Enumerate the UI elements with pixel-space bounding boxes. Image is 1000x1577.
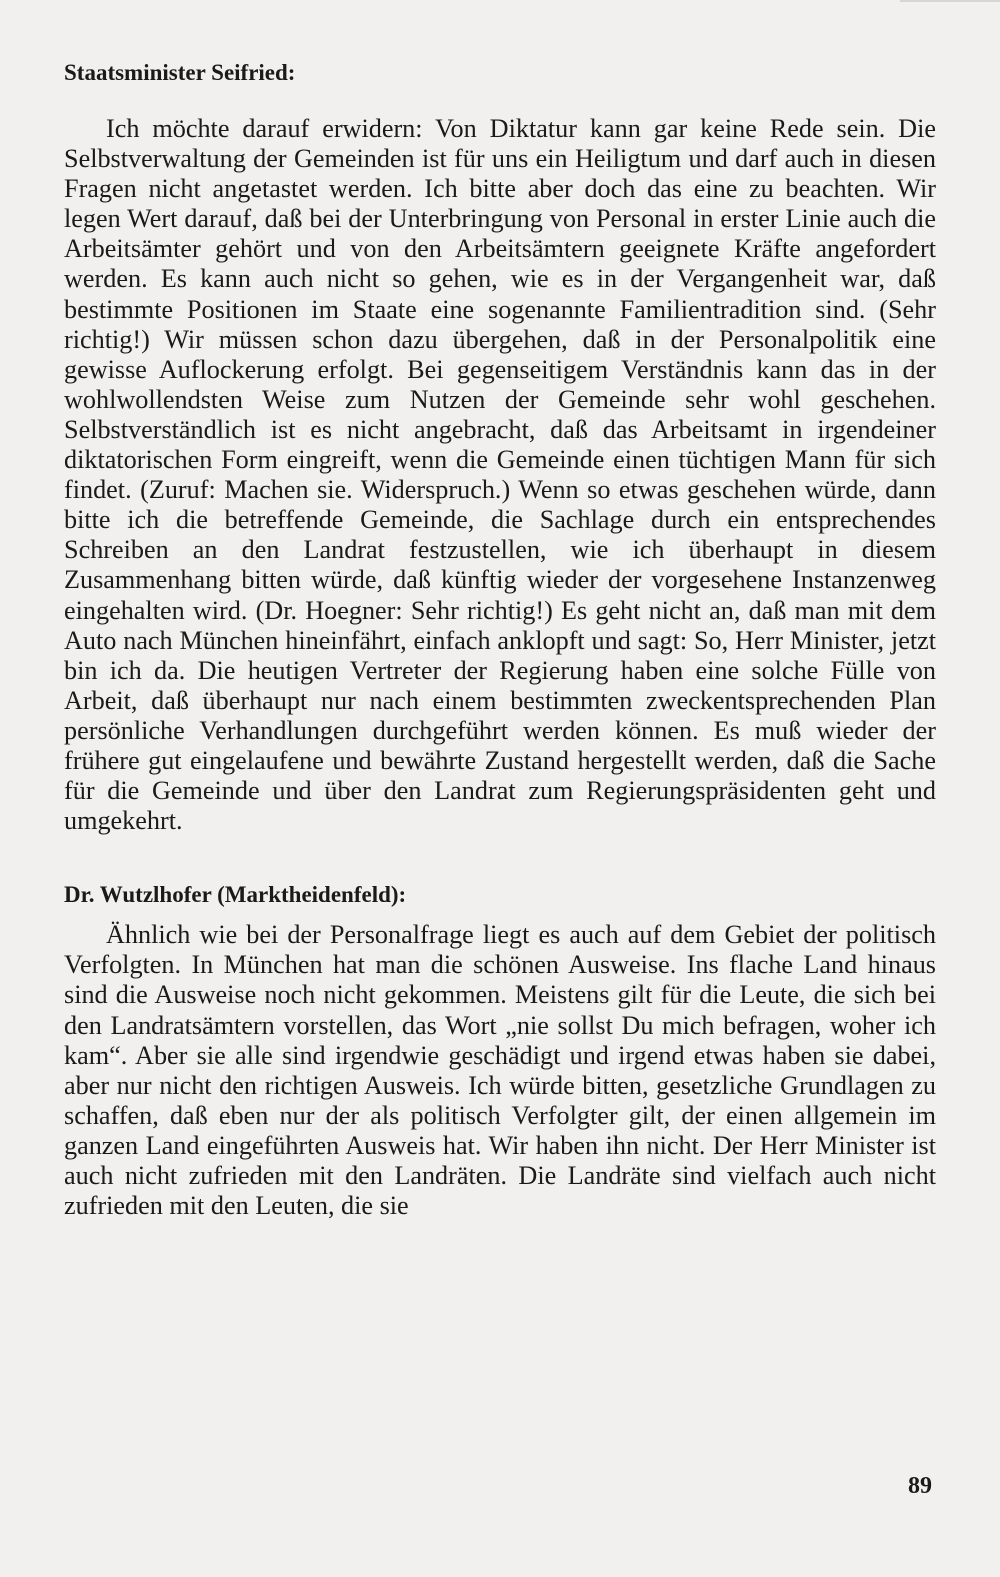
speaker-heading-wutzlhofer: Dr. Wutzlhofer (Marktheidenfeld): <box>64 882 407 908</box>
speech-paragraph-wutzlhofer: Ähnlich wie bei der Personalfrage liegt es auch auf dem Gebiet der politisch Verfolgten. In München hat man die schönen Ausweise. Ins flache Land hinaus sind die Ausweise noch nicht gekommen. Meistens gilt für die Leute, die sich bei den Landratsämtern vorstellen, das Wort „nie sollst Du mich befragen, woher ich kam“. Aber sie alle sind irgendwie geschädigt und irgend etwas haben sie dabei, aber nur nicht den richtigen Ausweis. Ich würde bitten, gesetzliche Grundlagen zu schaffen, daß eben nur der als politisch Verfolgter gilt, der einen allgemein im ganzen Land eingeführten Ausweis hat. Wir haben ihn nicht. Der Herr Minister ist auch nicht zufrieden mit den Landräten. Die Landräte sind vielfach auch nicht zufrieden mit den Leuten, die sie <box>64 920 936 1221</box>
speech-paragraph-seifried: Ich möchte darauf erwidern: Von Diktatur kann gar keine Rede sein. Die Selbstverwaltung der Gemeinden ist für uns ein Heiligtum und darf auch in diesen Fragen nicht angetastet werden. Ich bitte aber doch das eine zu beachten. Wir legen Wert darauf, daß bei der Unterbringung von Personal in erster Linie auch die Arbeitsämter gehört und von den Arbeitsämtern geeignete Kräfte angefordert werden. Es kann auch nicht so gehen, wie es in der Vergangenheit war, daß bestimmte Positionen im Staate eine sogenannte Familientradition sind. (Sehr richtig!) Wir müssen schon dazu übergehen, daß in der Personalpolitik eine gewisse Auflockerung erfolgt. Bei gegenseitigem Verständnis kann das in der wohlwollendsten Weise zum Nutzen der Gemeinde sehr wohl geschehen. Selbstverständlich ist es nicht angebracht, daß das Arbeitsamt in irgendeiner diktatorischen Form eingreift, wenn die Gemeinde einen tüchtigen Mann für sich findet. (Zuruf: Machen sie. Widerspruch.) Wenn so etwas geschehen würde, dann bitte ich die betreffende Gemeinde, die Sachlage durch ein entsprechendes Schreiben an den Landrat festzustellen, wie ich überhaupt in diesem Zusammenhang bitten würde, daß künftig wieder der vorgesehene Instanzenweg eingehalten wird. (Dr. Hoegner: Sehr richtig!) Es geht nicht an, daß man mit dem Auto nach München hineinfährt, einfach anklopft und sagt: So, Herr Minister, jetzt bin ich da. Die heutigen Vertreter der Regierung haben eine solche Fülle von Arbeit, daß überhaupt nur nach einem bestimmten zweckentsprechenden Plan persönliche Verhandlungen durchgeführt werden können. Es muß wieder der frühere gut eingelaufene und bewährte Zustand hergestellt werden, daß die Sache für die Gemeinde und über den Landrat zum Regierungspräsidenten geht und umgekehrt. <box>64 114 936 836</box>
page-edge <box>900 0 1000 2</box>
document-page <box>64 58 936 1221</box>
page-number: 89 <box>908 1473 932 1499</box>
speaker-heading-seifried: Staatsminister Seifried: <box>64 60 296 85</box>
